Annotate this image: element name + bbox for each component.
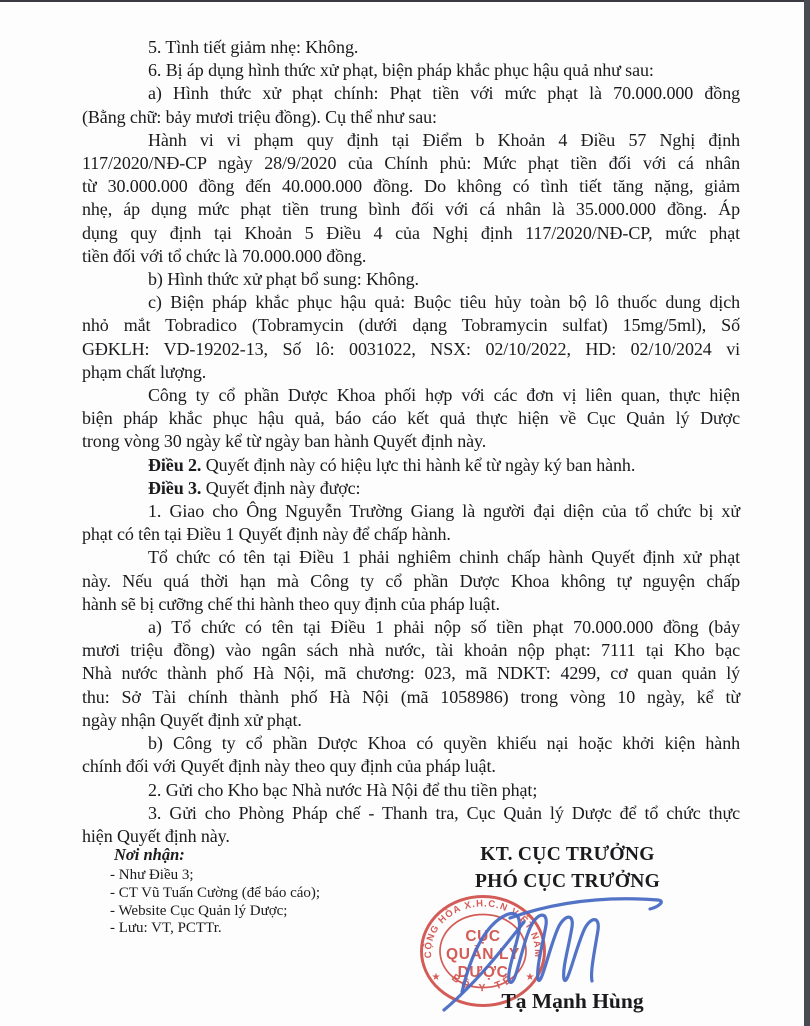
- body-line: [82, 314, 740, 337]
- body-line: [82, 361, 740, 384]
- recipient-item: - Như Điều 3;: [110, 867, 194, 883]
- body-line: [82, 732, 740, 755]
- body-line-text: b) Hình thức xử phạt bổ sung: Không.: [148, 269, 419, 290]
- bold-article-prefix: Điều 2.: [148, 454, 202, 475]
- body-line: [82, 454, 740, 477]
- recipient-item: - Lưu: VT, PCTTr.: [110, 920, 222, 937]
- body-line-text: phạm chất lượng.: [82, 361, 207, 382]
- body-line: [82, 36, 740, 59]
- body-line-text: 1. Giao cho Ông Nguyễn Trường Giang là người đại diện của tổ chức bị xử: [148, 501, 740, 522]
- recipient-item: - CT Vũ Tuấn Cường (để báo cáo);: [110, 884, 321, 901]
- recipient-item: - Website Cục Quản lý Dược;: [110, 902, 288, 919]
- body-line-text: Tổ chức có tên tại Điều 1 phải nghiêm chinh chấp hành Quyết định xử phạt: [148, 547, 740, 568]
- body-line: [82, 291, 740, 314]
- body-line-text: hiện Quyết định này.: [82, 825, 230, 846]
- body-line-text: trong vòng 30 ngày kể từ ngày ban hành Quyết định này.: [82, 431, 487, 452]
- body-line: [82, 106, 740, 129]
- body-line: [82, 616, 740, 639]
- body-line-text: 117/2020/NĐ-CP ngày 28/9/2020 của Chính phủ: Mức phạt tiền đối với cá nhân: [82, 153, 740, 174]
- body-line: [82, 268, 740, 291]
- sign-title-line1: KT. CỤC TRƯỞNG: [480, 844, 655, 865]
- body-line: [82, 59, 740, 82]
- body-line-text: từ 30.000.000 đồng đến 40.000.000 đồng. Do không có tình tiết tăng nặng, giảm: [82, 176, 740, 197]
- body-line-text: 5. Tình tiết giảm nhẹ: Không.: [148, 37, 359, 57]
- stamp-center-line1: CỤC: [465, 928, 501, 945]
- body-line: [82, 152, 740, 175]
- body-line: [82, 129, 740, 152]
- body-line-text: 6. Bị áp dụng hình thức xử phạt, biện pháp khắc phục hậu quả như sau:: [148, 60, 654, 81]
- body-line: [82, 546, 740, 569]
- bold-article-prefix: Điều 3.: [148, 477, 202, 498]
- body-line-text: Nhà nước thành phố Hà Nội, mã chương: 023, mã NDKT: 4299, cơ quan quản lý: [82, 663, 740, 684]
- stamp-bottom-arc-text: BỘ Y TẾ: [449, 971, 517, 995]
- body-line-text: 2. Gửi cho Kho bạc Nhà nước Hà Nội để thu tiền phạt;: [148, 779, 538, 800]
- body-line: [82, 430, 740, 453]
- signature-top-flourish: [510, 899, 661, 918]
- body-line-text: GĐKLH: VD-19202-13, Số lô: 0031022, NSX: 02/10/2022, HD: 02/10/2024 vi: [82, 338, 740, 359]
- signer-name: Tạ Mạnh Hùng: [501, 989, 644, 1013]
- body-line-text: thu: Sở Tài chính thành phố Hà Nội (mã 1058986) trong vòng 10 ngày, kể từ: [82, 686, 740, 707]
- body-line: [82, 500, 740, 523]
- body-line: [82, 384, 740, 407]
- signature-loops: [462, 914, 598, 992]
- body-line-text: a) Tổ chức có tên tại Điều 1 phải nộp số tiền phạt 70.000.000 đồng (bảy: [148, 617, 740, 638]
- body-line: [82, 686, 740, 709]
- body-line-text: c) Biện pháp khắc phục hậu quả: Buộc tiêu hủy toàn bộ lô thuốc dung dịch: [148, 292, 740, 313]
- scan-top-edge-line: [0, 0, 810, 2]
- stamp-star-left: ★: [431, 972, 441, 983]
- body-line-text: dụng quy định tại Khoản 5 Điều 4 của Nghị định 117/2020/NĐ-CP, mức phạt: [82, 222, 740, 243]
- body-line: [82, 570, 740, 593]
- body-line-text: hành sẽ bị cưỡng chế thi hành theo quy định của pháp luật.: [82, 593, 500, 614]
- stamp-center-line2: QUẢN LÝ: [446, 946, 520, 963]
- stamp-top-arc-text: CỘNG HÒA X.H.C.N VIỆT NAM: [422, 898, 544, 959]
- stamp-center-line3: DƯỢC: [457, 964, 509, 981]
- body-line-text: (Bằng chữ: bảy mươi triệu đồng). Cụ thể như sau:: [82, 106, 437, 127]
- body-line: [82, 802, 740, 825]
- body-line-text: 3. Gửi cho Phòng Pháp chế - Thanh tra, Cục Quản lý Dược để tổ chức thực: [148, 802, 740, 823]
- recipients-heading: Nơi nhận:: [114, 845, 185, 864]
- stamp-star-right: ★: [525, 972, 535, 983]
- body-line-text: này. Nếu quá thời hạn mà Công ty cổ phần Dược Khoa không tự nguyện chấp: [82, 570, 740, 591]
- body-line: [82, 639, 740, 662]
- body-line-text: phạt có tên tại Điều 1 Quyết định này để chấp hành.: [82, 524, 451, 545]
- body-line: [82, 477, 740, 500]
- body-line-text: tiền đối với tổ chức là 70.000.000 đồng.: [82, 245, 367, 266]
- sign-title-line2: PHÓ CỤC TRƯỞNG: [474, 870, 661, 892]
- body-line: [82, 245, 740, 268]
- body-line: [82, 662, 740, 685]
- body-line: [82, 709, 740, 732]
- body-line-text: mươi triệu đồng) vào ngân sách nhà nước, tài khoản nộp phạt: 7111 tại Kho bạc: [82, 640, 740, 661]
- body-line: [82, 82, 740, 105]
- body-line: [82, 779, 740, 802]
- body-line-text: a) Hình thức xử phạt chính: Phạt tiền với mức phạt là 70.000.000 đồng: [148, 83, 740, 104]
- body-line: [82, 222, 740, 245]
- decision-body-text: [82, 36, 740, 848]
- body-line: [82, 593, 740, 616]
- body-line-text: chính đối với Quyết định này theo quy định của pháp luật.: [82, 756, 496, 777]
- body-line-text: Công ty cổ phần Dược Khoa phối hợp với các đơn vị liên quan, thực hiện: [148, 385, 740, 406]
- body-line-text: Quyết định này được:: [201, 477, 361, 498]
- body-line-text: ngày nhận Quyết định xử phạt.: [82, 709, 302, 730]
- body-line: [82, 175, 740, 198]
- body-line: [82, 407, 740, 430]
- body-line-text: b) Công ty cổ phần Dược Khoa có quyền khiếu nại hoặc khởi kiện hành: [148, 733, 740, 754]
- body-line: [82, 755, 740, 778]
- body-line: [82, 523, 740, 546]
- body-line: [82, 338, 740, 361]
- body-line: [82, 198, 740, 221]
- recipients-list: [110, 867, 320, 938]
- body-line-text: nhẹ, áp dụng mức phạt tiền trung bình đối với cá nhân là 35.000.000 đồng. Áp: [82, 199, 740, 220]
- body-line-text: Hành vi vi phạm quy định tại Điểm b Khoản 4 Điều 57 Nghị định: [148, 129, 740, 150]
- scan-right-edge-bar: [804, 0, 810, 1026]
- body-line-text: biện pháp khắc phục hậu quả, báo cáo kết quả thực hiện về Cục Quản lý Dược: [82, 408, 740, 429]
- body-line-text: Quyết định này có hiệu lực thi hành kể từ ngày ký ban hành.: [201, 454, 636, 475]
- body-line-text: nhỏ mắt Tobradico (Tobramycin (dưới dạng Tobramycin sulfat) 15mg/5ml), Số: [82, 315, 740, 336]
